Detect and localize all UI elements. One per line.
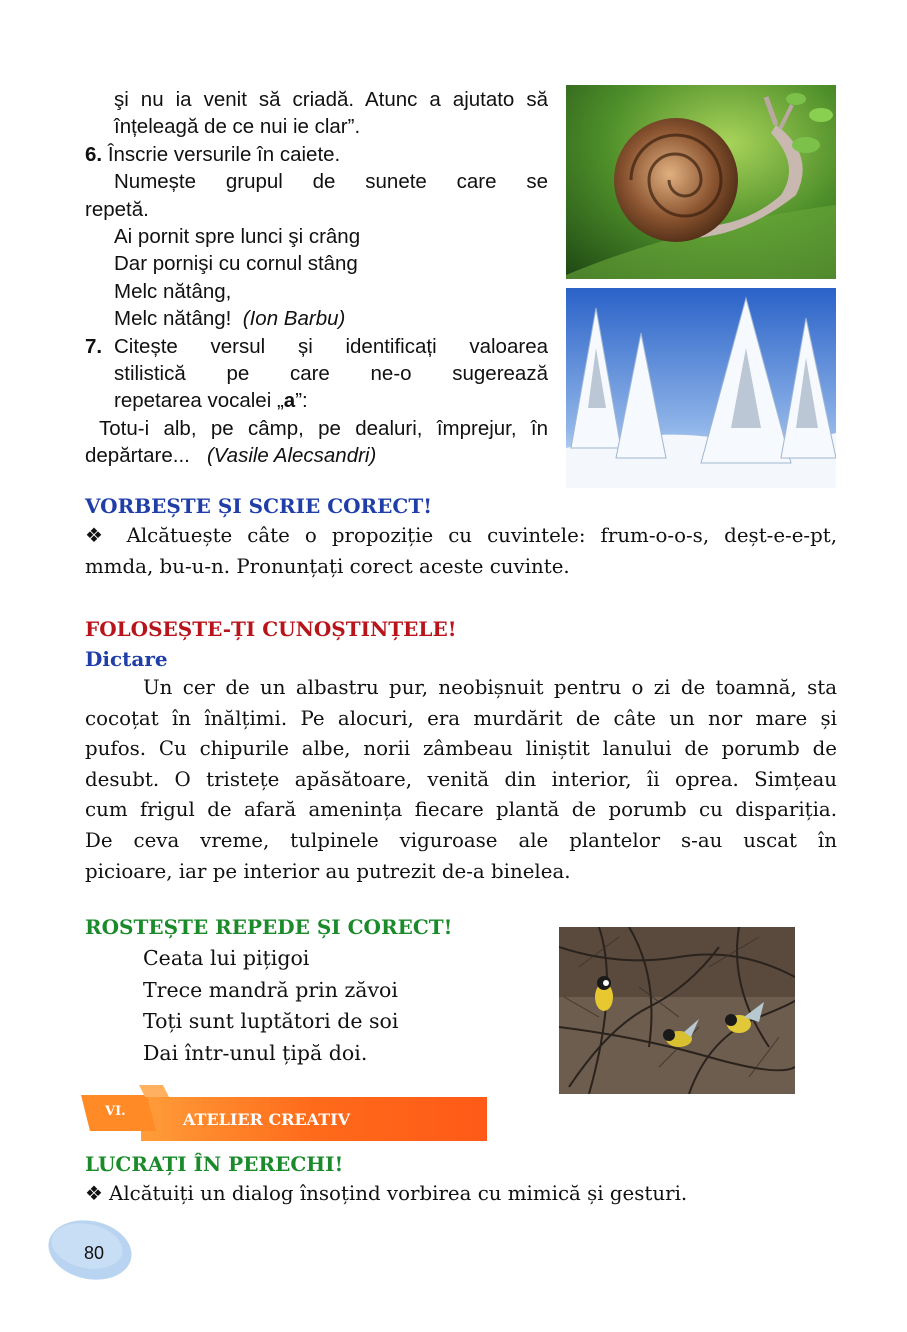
snail-photo — [566, 85, 836, 279]
quote-line — [85, 442, 548, 469]
text-line: picioare, iar pe interior au putrezit de-a binelea. — [85, 859, 571, 883]
text-line: desubt. O tristețe apăsătoare, venită din interior, îi oprea. Simțeau — [85, 767, 837, 791]
subheading: Dictare — [85, 647, 168, 671]
text-line — [85, 521, 837, 552]
text-line: Un cer de un albastru pur, neobișnuit pentru o zi de toamnă, sta — [143, 676, 837, 699]
text-line: cocoțat în înălțimi. Pe alocuri, era murdărit de câte un nor mare și — [85, 706, 837, 730]
page-number: 80 — [84, 1243, 105, 1263]
page-number-badge — [47, 1219, 133, 1281]
text-line: înțeleagă de ce nui ie clar”. — [114, 115, 361, 139]
quote-author: (Vasile Alecsandri) — [206, 444, 377, 468]
section-4-text — [85, 1179, 837, 1210]
exercise-number: 7. — [85, 334, 103, 358]
winter-forest-photo — [566, 288, 836, 488]
poem-line: Trece mandră prin zăvoi — [143, 977, 398, 1002]
poem-line: Dai într-unul țipă doi. — [143, 1040, 368, 1065]
text-line: şi nu ia venit să criadă. Atunc a ajutato să — [114, 88, 548, 111]
text-fragment: repetarea vocalei „ — [114, 389, 284, 413]
poem-line: Melc nătâng, — [114, 279, 232, 303]
text-line: pufos. Cu chipurile albe, norii zâmbeau liniștit lanului de porumb de — [85, 737, 837, 761]
banner-number: VI. — [105, 1104, 126, 1119]
text-line: mmda, bu-u-n. Pronunțați corect aceste cuvinte. — [85, 554, 570, 578]
text-line — [114, 387, 548, 414]
poem-line-text: Melc nătâng! — [114, 307, 232, 331]
text-fragment: Alcătuește câte o propoziție cu cuvintele: frum-o-o-s, deșt-e-e-pt, — [126, 524, 838, 547]
text-line: Alcătuiți un dialog însoțind vorbirea cu mimică și gesturi. — [109, 1182, 688, 1205]
dictation-text — [85, 673, 837, 887]
banner-title: ATELIER CREATIV — [183, 1110, 351, 1129]
exercise-text: Înscrie versurile în caiete. — [107, 142, 341, 166]
poem-line: Dar pornişi cu cornul stâng — [114, 252, 358, 276]
titmice-photo — [559, 927, 795, 1094]
section-heading: FOLOSEȘTE-ȚI CUNOȘTINȚELE! — [85, 617, 457, 641]
poem-line: Ai pornit spre lunci şi crâng — [114, 225, 361, 249]
section-1-text — [85, 521, 837, 582]
bold-letter: a — [283, 389, 296, 413]
quote-text: depărtare... — [85, 444, 190, 468]
exercise-number: 6. — [85, 142, 103, 166]
poem-line: Toți sunt luptători de soi — [143, 1009, 399, 1034]
section-heading: ROSTEȘTE REPEDE ȘI CORECT! — [85, 915, 453, 939]
section-banner — [81, 1085, 487, 1142]
text-line: repetă. — [85, 197, 149, 221]
text-line: Citește versul și identificați valoarea — [114, 334, 548, 358]
section-heading: VORBEȘTE ȘI SCRIE CORECT! — [85, 494, 432, 518]
exercise-column — [85, 86, 548, 470]
bullet-icon: ❖ — [85, 1182, 103, 1205]
poem-author: (Ion Barbu) — [242, 307, 346, 331]
text-line: De ceva vreme, tulpinele viguroase ale plantelor s-au uscat în — [85, 828, 837, 852]
exercise-7 — [85, 333, 548, 415]
text-fragment: ”: — [295, 389, 308, 413]
text-line: stilistică pe care ne-o sugerează — [114, 362, 548, 386]
text-line: Numește grupul de sunete care se — [114, 170, 548, 194]
tongue-twister-poem — [143, 943, 398, 1069]
poem-line: Ceata lui pițigoi — [143, 946, 310, 970]
exercise-6 — [85, 141, 548, 168]
poem-line — [85, 305, 548, 332]
quote-line: Totu-i alb, pe câmp, pe dealuri, împrejur, în — [99, 416, 548, 440]
section-heading: LUCRAȚI ÎN PERECHI! — [85, 1152, 344, 1176]
text-line: cum frigul de afară amenința fiecare plantă de porumb cu dispariția. — [85, 798, 837, 822]
bullet-icon: ❖ — [85, 524, 112, 547]
